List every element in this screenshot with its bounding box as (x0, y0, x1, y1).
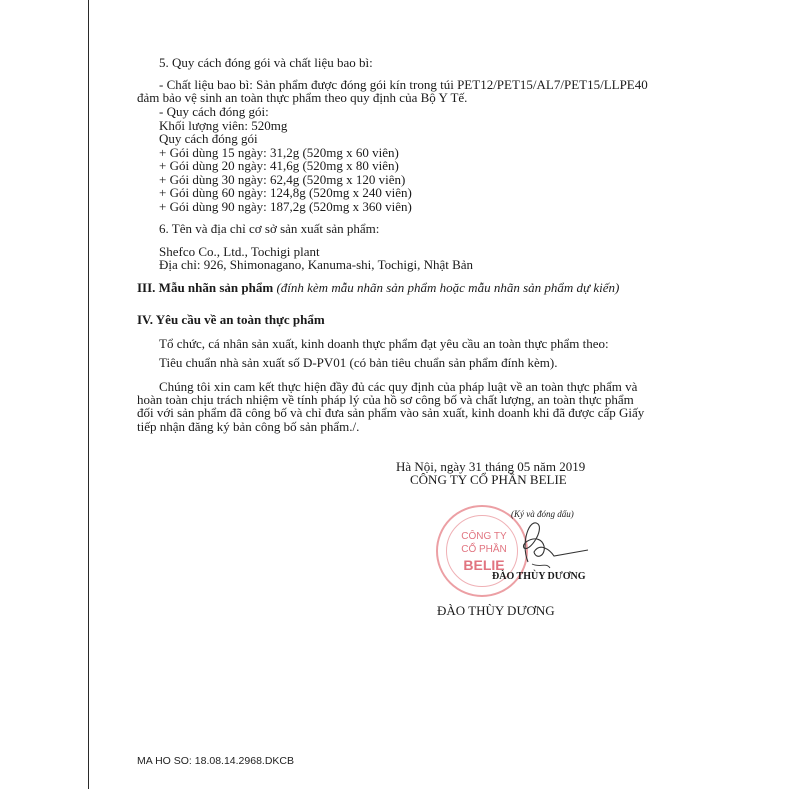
section3-heading: III. Mẫu nhãn sản phẩm (137, 280, 274, 295)
stamp-line3: BELIE (463, 557, 505, 573)
stamp-signer-name: ĐÀO THÙY DƯƠNG (492, 571, 586, 582)
packing-heading: - Quy cách đóng gói: (159, 104, 269, 119)
section6-heading: 6. Tên và địa chỉ cơ sở sản xuất sản phẩm: (159, 221, 380, 236)
packing-sub: Quy cách đóng gói (159, 131, 258, 146)
signer-name: ĐÀO THÙY DƯƠNG (437, 603, 555, 618)
manufacturer-address: Địa chỉ: 926, Shimonagano, Kanuma-shi, Tochigi, Nhật Bản (159, 257, 474, 272)
dossier-code: MA HO SO: 18.08.14.2968.DKCB (137, 755, 294, 767)
stamp-line2: CỔ PHẦN (461, 544, 507, 555)
section4-heading: IV. Yêu cầu về an toàn thực phẩm (137, 312, 325, 327)
stamp-line1: CÔNG TY (461, 531, 507, 542)
sign-note: (Ký và đóng dấu) (511, 509, 574, 519)
safety-line1: Tổ chức, cá nhân sản xuất, kinh doanh thực phẩm đạt yêu cầu an toàn thực phẩm theo: (159, 336, 609, 351)
commitment-line: hoàn toàn chịu trách nhiệm về tính pháp lý của hồ sơ công bố và chất lượng, an toàn thực phẩm (137, 392, 634, 407)
safety-line2: Tiêu chuẩn nhà sản xuất số D-PV01 (có bản tiêu chuẩn sản phẩm đính kèm). (159, 355, 558, 370)
commitment-line: tiếp nhận đăng ký bản công bố sản phẩm./. (137, 419, 360, 434)
place-date: Hà Nội, ngày 31 tháng 05 năm 2019 (396, 459, 586, 474)
commitment-line: đối với sản phẩm đã công bố và chỉ đưa sản phẩm vào sản xuất, kinh doanh khi đã được cấp Giấy (137, 405, 645, 420)
commitment-line: Chúng tôi xin cam kết thực hiện đầy đủ các quy định của pháp luật về an toàn thực phẩm và (159, 379, 638, 394)
section3-line (137, 281, 619, 295)
signing-company: CÔNG TY CỔ PHẦN BELIE (410, 472, 567, 487)
signature-scribble (510, 512, 590, 572)
pack-item: + Gói dùng 90 ngày: 187,2g (520mg x 360 viên) (159, 199, 412, 214)
pack-item: + Gói dùng 15 ngày: 31,2g (520mg x 60 viên) (159, 145, 399, 160)
manufacturer-name: Shefco Co., Ltd., Tochigi plant (159, 244, 320, 259)
tablet-weight: Khối lượng viên: 520mg (159, 118, 288, 133)
material-line1: - Chất liệu bao bì: Sản phẩm được đóng gói kín trong túi PET12/PET15/AL7/PET15/LLPE40 (159, 77, 648, 92)
section5-heading: 5. Quy cách đóng gói và chất liệu bao bì: (159, 55, 373, 70)
section3-note: (đính kèm mẫu nhãn sản phẩm hoặc mẫu nhãn sản phẩm dự kiến) (276, 280, 620, 295)
pack-item: + Gói dùng 20 ngày: 41,6g (520mg x 80 viên) (159, 158, 399, 173)
pack-item: + Gói dùng 60 ngày: 124,8g (520mg x 240 viên) (159, 185, 412, 200)
material-line2: đảm bảo vệ sinh an toàn thực phẩm theo quy định của Bộ Y Tế. (137, 90, 468, 105)
pack-item: + Gói dùng 30 ngày: 62,4g (520mg x 120 viên) (159, 172, 406, 187)
page-left-edge (88, 0, 89, 789)
